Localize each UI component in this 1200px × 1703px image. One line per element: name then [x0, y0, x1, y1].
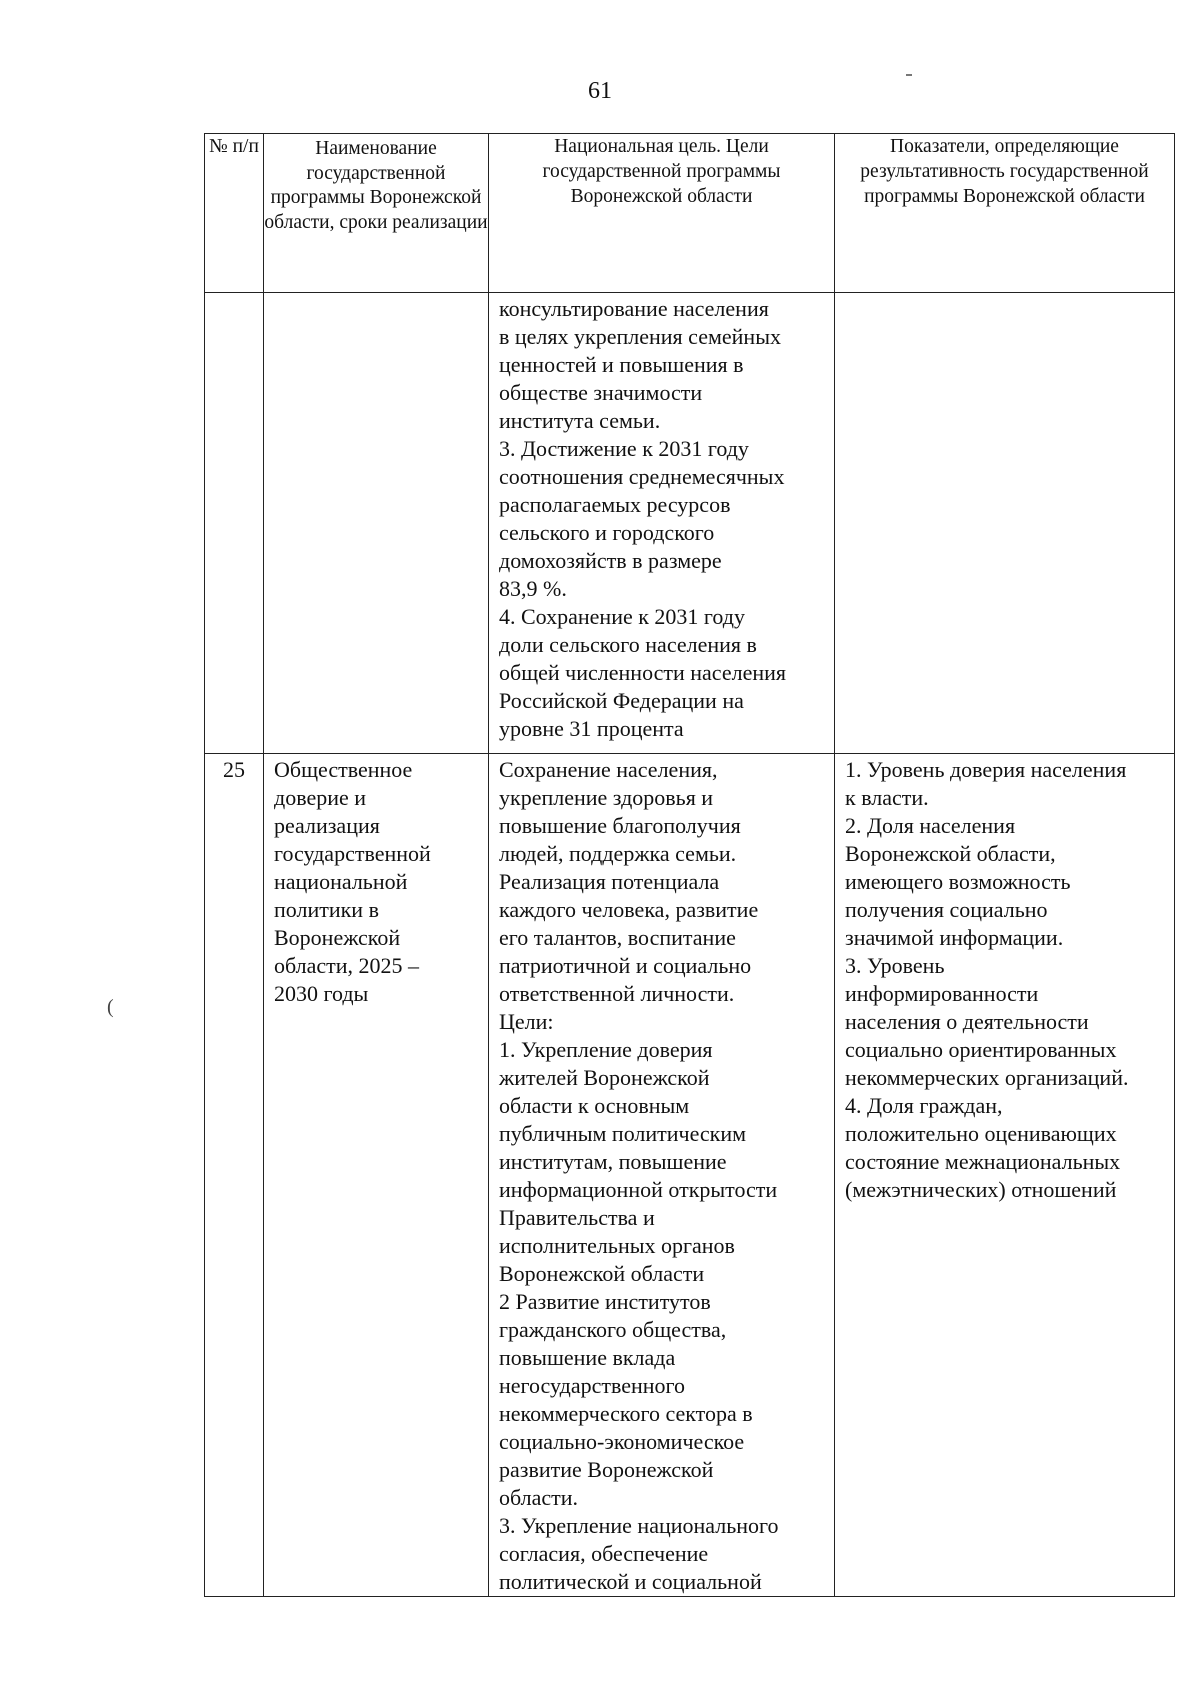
cell-goals — [489, 754, 835, 1597]
cell-indicators — [835, 293, 1175, 754]
cell-indicators — [835, 754, 1175, 1597]
header-num: № п/п — [205, 134, 264, 293]
row-number — [205, 293, 263, 295]
program-goals: консультирование населения в целях укрепления семейных ценностей и повышения в обществе значимости института семьи. 3. Достижение к 2031 году соотношения среднемесячных располагаемых ресурсов сельского и городского домохозяйств в размере 83,9 %. 4. Сохранение к 2031 году доли сельского населения в общей численности населения Российской Федерации на уровне 31 процента — [499, 296, 787, 741]
cell-num — [205, 754, 264, 1597]
header-goals: Национальная цель. Цели государственной программы Воронежской области — [489, 134, 835, 293]
header-indicators: Показатели, определяющие результативность государственной программы Воронежской области — [835, 134, 1175, 293]
table-header — [205, 134, 1175, 293]
program-name: Общественное доверие и реализация государственной национальной политики в Воронежской области, 2025 – 2030 годы — [274, 757, 431, 1006]
cell-goals — [489, 293, 835, 754]
program-name — [264, 293, 488, 295]
cell-name — [264, 293, 489, 754]
cell-name — [264, 754, 489, 1597]
table-row — [205, 754, 1175, 1597]
program-indicators — [835, 293, 1174, 295]
table-row — [205, 293, 1175, 754]
cell-num — [205, 293, 264, 754]
row-number: 25 — [223, 757, 245, 782]
program-goals: Сохранение населения, укрепление здоровья и повышение благополучия людей, поддержка семьи. Реализация потенциала каждого человека, развитие его талантов, воспитание патриотичной и социально ответственной личности. Цели: 1. Укрепление доверия жителей Воронежской области к основным публичным политическим институтам, повышение информационной открытости Правительства и исполнительных органов Воронежской области 2 Развитие институтов гражданского общества, повышение вклада негосударственного некоммерческого сектора в социально-экономическое развитие Воронежской области. 3. Укрепление национального согласия, обеспечение политической и социальной — [499, 757, 779, 1594]
programs-table — [204, 133, 1175, 1597]
page-number: 61 — [588, 78, 612, 104]
margin-mark: ( — [107, 996, 114, 1018]
header-program-name: Наименование государственной программы Воронежской области, сроки реализации — [264, 134, 489, 293]
scan-speck — [906, 74, 912, 76]
program-indicators: 1. Уровень доверия населения к власти. 2. Доля населения Воронежской области, имеющего возможность получения социально значимой информации. 3. Уровень информированности населения о деятельности социально ориентированных некоммерческих организаций. 4. Доля граждан, положительно оценивающих состояние межнациональных (межэтнических) отношений — [845, 757, 1129, 1202]
